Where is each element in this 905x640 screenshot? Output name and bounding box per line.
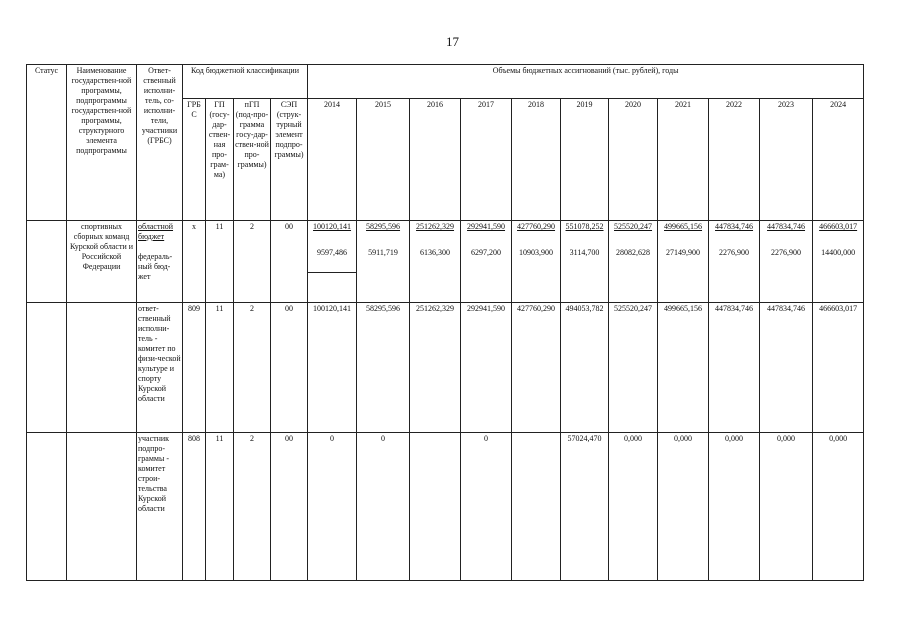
budget-table: [26, 64, 864, 581]
header-name: Наименование государствен-ной программы, подпрограммы государствен-ной программы, структурного элемента подпрограммы: [67, 65, 137, 221]
value-cell: 0,000: [609, 433, 658, 581]
value-cell: 100120,141: [308, 303, 357, 433]
table-row: [27, 303, 864, 433]
value-cell: 0: [308, 433, 357, 581]
header-year: 2024: [813, 99, 864, 221]
value-federal: 3114,700: [569, 248, 600, 257]
row-sep: 00: [271, 303, 308, 433]
row-status: [27, 303, 67, 433]
value-cell: 447834,746: [760, 303, 813, 433]
header-year: 2021: [658, 99, 709, 221]
value-cell: [609, 221, 658, 303]
header-year: 2022: [709, 99, 760, 221]
value-cell: 466603,017: [813, 303, 864, 433]
value-cell: [512, 433, 561, 581]
row-name: [67, 433, 137, 581]
header-sep: СЭП (струк-турный элемент подпро-граммы): [271, 99, 308, 221]
header-year: 2020: [609, 99, 658, 221]
value-cell: 251262,329: [410, 303, 461, 433]
value-cell: [561, 221, 609, 303]
row-sep: 00: [271, 221, 308, 303]
header-year: 2017: [461, 99, 512, 221]
value-cell: 525520,247: [609, 303, 658, 433]
row-gp: 11: [206, 221, 234, 303]
value-cell: [813, 221, 864, 303]
row-pgp: 2: [234, 221, 271, 303]
value-regional: 466603,017: [819, 222, 858, 231]
row-grbs: 808: [183, 433, 206, 581]
value-cell: 292941,590: [461, 303, 512, 433]
value-regional: 58295,596: [366, 222, 401, 231]
value-federal: 28082,628: [616, 248, 651, 257]
value-regional: 499665,156: [664, 222, 703, 231]
row-gp: 11: [206, 303, 234, 433]
value-regional: 447834,746: [767, 222, 806, 231]
executor-regional-budget: областной бюджет: [138, 222, 174, 241]
value-cell: 0,000: [709, 433, 760, 581]
value-cell: [512, 221, 561, 303]
value-cell: [760, 221, 813, 303]
value-regional: 427760,290: [517, 222, 556, 231]
value-regional: 525520,247: [614, 222, 653, 231]
value-cell: 0,000: [813, 433, 864, 581]
row-status: [27, 433, 67, 581]
value-cell: [709, 221, 760, 303]
value-cell: [357, 221, 410, 303]
row-executor: участник подпро-граммы - комитет строи-тельства Курской области: [137, 433, 183, 581]
value-cell: 447834,746: [709, 303, 760, 433]
value-cell: [461, 221, 512, 303]
value-federal: 6136,300: [420, 248, 451, 257]
value-cell: 0,000: [658, 433, 709, 581]
value-federal: 14400,000: [821, 248, 856, 257]
row-name: спортивных сборных команд Курской области и Российской Федерации: [67, 221, 137, 303]
row-status: [27, 221, 67, 303]
executor-federal-budget: федераль-ный бюд-жет: [138, 252, 173, 281]
value-cell: 494053,782: [561, 303, 609, 433]
row-gp: 11: [206, 433, 234, 581]
value-federal: 6297,200: [471, 248, 502, 257]
table-row: [27, 221, 864, 303]
header-year: 2019: [561, 99, 609, 221]
row-pgp: 2: [234, 433, 271, 581]
row-grbs: 809: [183, 303, 206, 433]
value-federal: 2276,900: [719, 248, 750, 257]
value-cell: [308, 221, 357, 303]
value-regional: 551078,252: [565, 222, 604, 231]
row-executor: [137, 221, 183, 303]
row-sep: 00: [271, 433, 308, 581]
value-regional: 447834,746: [715, 222, 754, 231]
value-cell: 57024,470: [561, 433, 609, 581]
value-regional: 251262,329: [416, 222, 455, 231]
value-cell: [658, 221, 709, 303]
value-cell: 427760,290: [512, 303, 561, 433]
value-cell: 0: [461, 433, 512, 581]
row-grbs: х: [183, 221, 206, 303]
value-cell: [410, 433, 461, 581]
value-federal: 27149,900: [666, 248, 701, 257]
header-status: Статус: [27, 65, 67, 221]
value-cell: [410, 221, 461, 303]
header-volumes: Объемы бюджетных ассигнований (тыс. рублей), годы: [308, 65, 864, 99]
header-budget-code: Код бюджетной классификации: [183, 65, 308, 99]
header-gp: ГП (госу-дар-ствен-ная про-грам-ма): [206, 99, 234, 221]
value-cell: 499665,156: [658, 303, 709, 433]
header-executor: Ответ-ственный исполни-тель, со-исполни-тели, участники (ГРБС): [137, 65, 183, 221]
value-regional: 292941,590: [467, 222, 506, 231]
header-year: 2015: [357, 99, 410, 221]
value-cell: 0: [357, 433, 410, 581]
header-year: 2016: [410, 99, 461, 221]
header-year: 2014: [308, 99, 357, 221]
value-regional: 100120,141: [313, 222, 352, 231]
header-pgp: пГП (под-про-грамма госу-дар-ствен-ной про-граммы): [234, 99, 271, 221]
row-pgp: 2: [234, 303, 271, 433]
value-federal: 9597,486: [317, 248, 348, 257]
value-federal: 10903,900: [519, 248, 554, 257]
value-federal: 2276,900: [771, 248, 802, 257]
header-year: 2018: [512, 99, 561, 221]
value-federal: 5911,719: [368, 248, 398, 257]
row-name: [67, 303, 137, 433]
value-cell: 0,000: [760, 433, 813, 581]
table-row: [27, 433, 864, 581]
header-grbs: ГРБ С: [183, 99, 206, 221]
row-executor: ответ-ственный исполни-тель - комитет по физи-ческой культуре и спорту Курской области: [137, 303, 183, 433]
header-year: 2023: [760, 99, 813, 221]
value-cell: 58295,596: [357, 303, 410, 433]
page-number: 17: [446, 34, 459, 49]
